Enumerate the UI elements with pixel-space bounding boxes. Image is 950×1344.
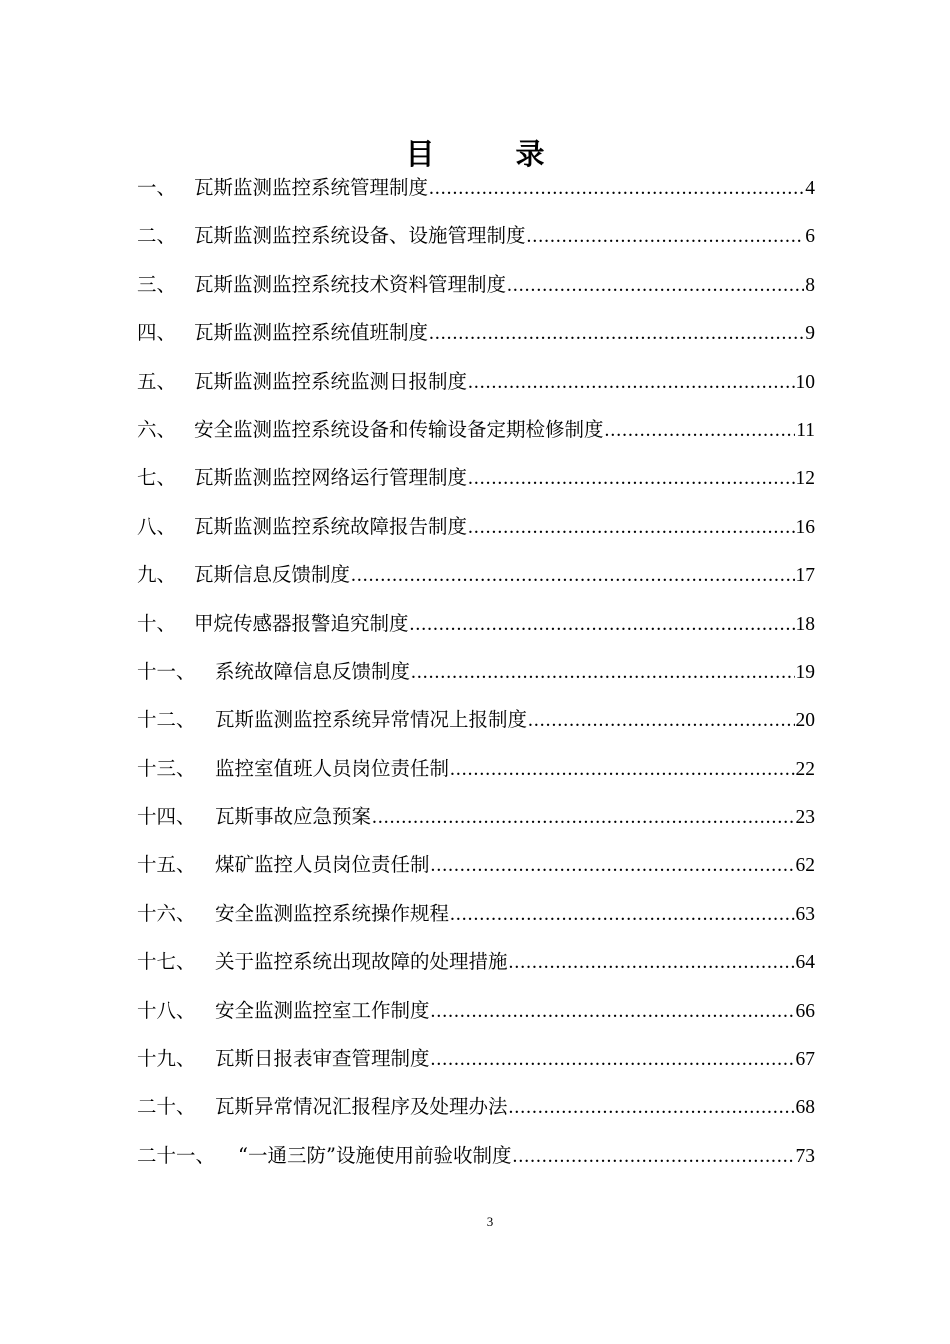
toc-entry-title: 瓦斯监测监控网络运行管理制度: [194, 466, 468, 490]
toc-entry-page: 23: [795, 807, 815, 829]
toc-entry[interactable]: [137, 845, 815, 893]
toc-dot-leader: [372, 798, 794, 838]
table-of-contents: [137, 168, 815, 1184]
toc-dot-leader: [509, 943, 795, 983]
toc-entry-title: 关于监控系统出现故障的处理措施: [215, 950, 508, 974]
toc-dot-leader: [528, 701, 794, 741]
toc-entry-title: 安全监测监控系统设备和传输设备定期检修制度: [194, 417, 604, 441]
toc-entry[interactable]: [137, 216, 815, 264]
toc-entry-number: 四、: [137, 321, 177, 345]
toc-entry[interactable]: [137, 797, 815, 845]
toc-entry[interactable]: [137, 507, 815, 555]
toc-entry-title: 安全监测监控系统操作规程: [215, 901, 450, 925]
toc-entry-number: 一、: [137, 176, 177, 199]
toc-entry[interactable]: [137, 1039, 815, 1087]
toc-dot-leader: [527, 217, 805, 257]
toc-dot-leader: [512, 1137, 794, 1177]
toc-entry[interactable]: [137, 894, 815, 942]
toc-entry-page: 73: [795, 1145, 815, 1167]
toc-entry[interactable]: [137, 942, 815, 990]
toc-entry[interactable]: [137, 168, 815, 216]
toc-entry[interactable]: [137, 991, 815, 1039]
toc-entry-page: 10: [795, 371, 815, 393]
toc-dot-leader: [429, 314, 804, 354]
toc-entry[interactable]: [137, 700, 815, 748]
toc-entry-page: 62: [795, 855, 815, 877]
toc-entry-number: 十四、: [137, 805, 196, 829]
toc-entry-number: 三、: [137, 272, 177, 296]
toc-entry-page: 22: [795, 758, 815, 780]
toc-entry-page: 68: [795, 1097, 815, 1119]
toc-entry-number: 十七、: [137, 950, 196, 974]
toc-entry-title: 瓦斯信息反馈制度: [194, 563, 351, 587]
toc-entry-page: 9: [805, 323, 815, 345]
toc-dot-leader: [468, 459, 794, 499]
toc-entry-title: 瓦斯日报表审查管理制度: [215, 1047, 430, 1071]
toc-dot-leader: [431, 1040, 795, 1080]
toc-dot-leader: [507, 266, 804, 306]
toc-entry-page: 4: [805, 178, 815, 199]
toc-dot-leader: [605, 411, 796, 451]
toc-entry-page: 20: [795, 710, 815, 732]
toc-entry-page: 63: [795, 903, 815, 925]
toc-entry-number: 二、: [137, 224, 177, 248]
toc-dot-leader: [411, 653, 794, 693]
toc-entry-page: 6: [805, 226, 815, 248]
toc-entry[interactable]: [137, 410, 815, 458]
toc-entry-title: 瓦斯监测监控系统管理制度: [194, 176, 429, 199]
toc-entry-number: 二十、: [137, 1095, 196, 1119]
toc-dot-leader: [509, 1088, 795, 1128]
toc-entry[interactable]: [137, 652, 815, 700]
toc-entry[interactable]: [137, 604, 815, 652]
toc-dot-leader: [431, 992, 795, 1032]
toc-entry-number: 十、: [137, 611, 177, 635]
toc-entry-page: 16: [795, 516, 815, 538]
toc-entry[interactable]: [137, 1136, 815, 1184]
toc-entry-title: 甲烷传感器报警追究制度: [194, 611, 409, 635]
toc-entry-page: 18: [795, 613, 815, 635]
toc-entry-page: 17: [795, 565, 815, 587]
toc-entry-page: 19: [795, 661, 815, 683]
toc-entry-title: 安全监测监控室工作制度: [215, 998, 430, 1022]
toc-entry-page: 8: [805, 274, 815, 296]
toc-entry-title: 瓦斯监测监控系统值班制度: [194, 321, 429, 345]
toc-entry-number: 五、: [137, 369, 177, 393]
toc-dot-leader: [468, 363, 794, 403]
toc-entry-page: 11: [796, 419, 815, 441]
toc-entry-title: 监控室值班人员岗位责任制: [215, 756, 450, 780]
toc-dot-leader: [351, 556, 794, 596]
toc-entry-title: “一通三防”设施使用前验收制度: [238, 1143, 512, 1167]
toc-dot-leader: [429, 169, 804, 209]
toc-entry-title: 瓦斯事故应急预案: [215, 805, 372, 829]
page-number: 3: [486, 1214, 494, 1229]
toc-entry[interactable]: [137, 1087, 815, 1135]
toc-entry-page: 64: [795, 952, 815, 974]
toc-dot-leader: [450, 895, 794, 935]
toc-entry-page: 66: [795, 1000, 815, 1022]
toc-dot-leader: [468, 508, 794, 548]
toc-entry-title: 瓦斯监测监控系统异常情况上报制度: [215, 708, 528, 732]
toc-entry-number: 十二、: [137, 708, 196, 732]
toc-entry-number: 十八、: [137, 998, 196, 1022]
toc-entry-title: 瓦斯异常情况汇报程序及处理办法: [215, 1095, 508, 1119]
toc-entry-number: 七、: [137, 466, 177, 490]
toc-entry-title: 煤矿监控人员岗位责任制: [215, 853, 430, 877]
toc-entry-number: 十六、: [137, 901, 196, 925]
toc-entry-number: 六、: [137, 417, 177, 441]
toc-entry-number: 十九、: [137, 1047, 196, 1071]
toc-entry-number: 十五、: [137, 853, 196, 877]
toc-entry[interactable]: [137, 313, 815, 361]
toc-entry-number: 十三、: [137, 756, 196, 780]
toc-entry-number: 九、: [137, 563, 177, 587]
toc-entry-title: 瓦斯监测监控系统技术资料管理制度: [194, 272, 507, 296]
toc-entry-number: 八、: [137, 514, 177, 538]
toc-entry-title: 系统故障信息反馈制度: [215, 659, 411, 683]
toc-entry-number: 十一、: [137, 659, 196, 683]
toc-title: 目 录: [405, 137, 571, 171]
toc-entry-title: 瓦斯监测监控系统故障报告制度: [194, 514, 468, 538]
toc-entry[interactable]: [137, 555, 815, 603]
toc-entry[interactable]: [137, 362, 815, 410]
toc-entry-number: 二十一、: [137, 1143, 216, 1167]
toc-dot-leader: [431, 846, 795, 886]
toc-dot-leader: [450, 750, 794, 790]
toc-entry-page: 12: [795, 468, 815, 490]
toc-entry-page: 67: [795, 1049, 815, 1071]
toc-entry[interactable]: [137, 458, 815, 506]
toc-entry-title: 瓦斯监测监控系统设备、设施管理制度: [194, 224, 526, 248]
toc-entry-title: 瓦斯监测监控系统监测日报制度: [194, 369, 468, 393]
toc-entry[interactable]: [137, 749, 815, 797]
toc-dot-leader: [410, 605, 795, 645]
toc-entry[interactable]: [137, 265, 815, 313]
